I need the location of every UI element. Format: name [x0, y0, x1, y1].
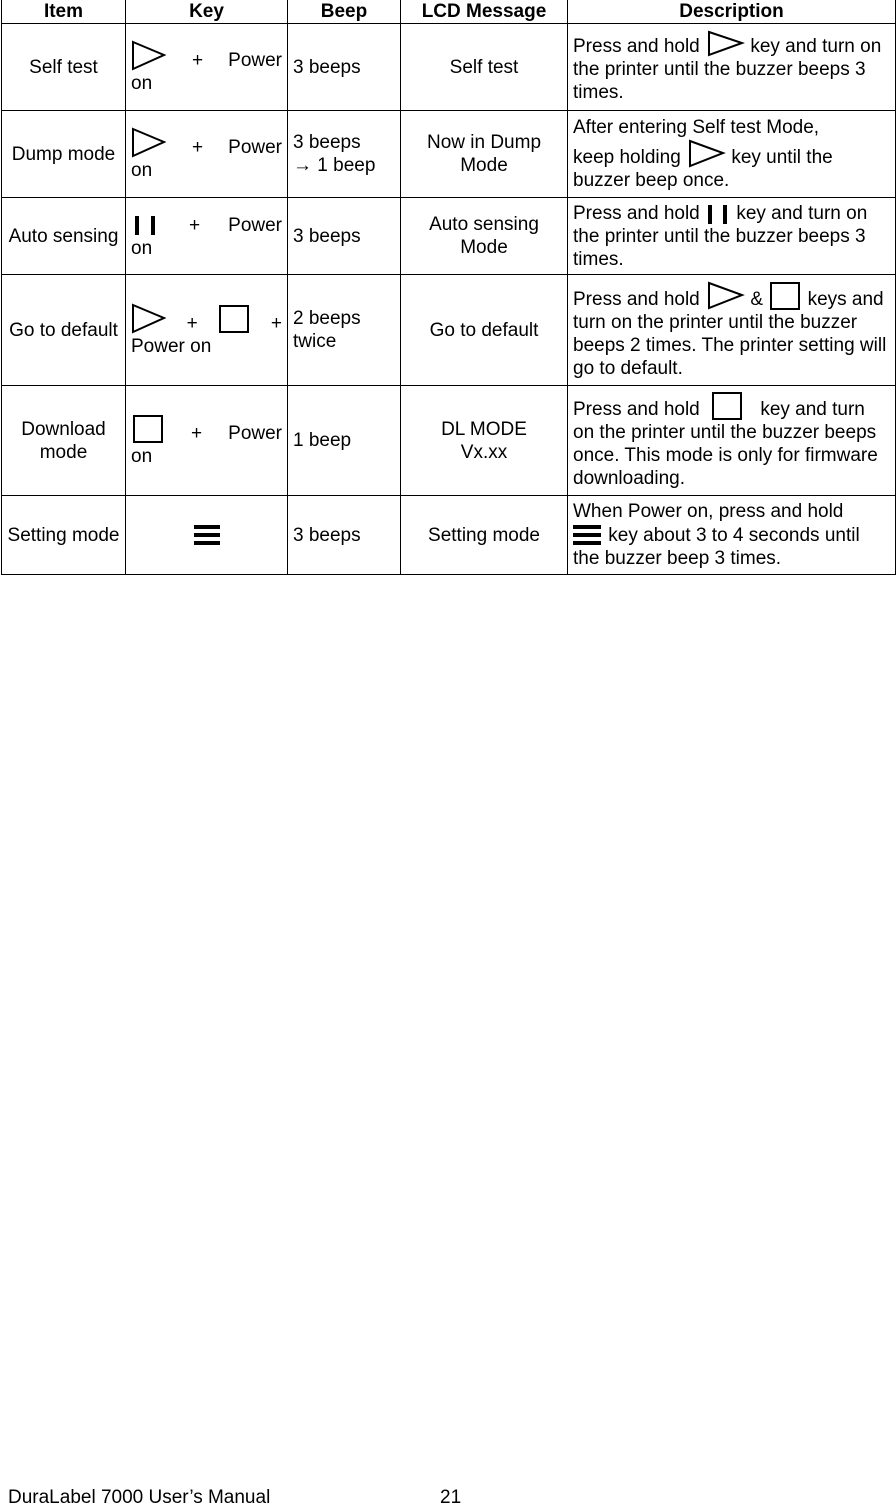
on-label: on: [131, 159, 153, 181]
plus-sign: +: [192, 49, 204, 71]
key-cell: [126, 111, 288, 198]
description-text: key and turn on the printer until the buzzer beeps 3 times.: [573, 202, 868, 270]
pause-key-icon: [705, 203, 731, 225]
header-description: Description: [568, 0, 896, 24]
lcd-text: DL MODE: [441, 418, 527, 440]
item-cell: Dump mode: [2, 111, 126, 198]
stop-key-icon: [768, 281, 802, 311]
description-cell: [568, 24, 896, 111]
beep-cell: 2 beeps twice: [288, 275, 401, 386]
menu-key-icon: [573, 523, 603, 547]
description-cell: [568, 496, 896, 575]
header-lcd-message: LCD Message: [401, 0, 568, 24]
power-label: Power: [228, 49, 282, 71]
lcd-message-cell: [401, 386, 568, 496]
table-row-self-test: [2, 24, 896, 111]
beep-cell: [288, 111, 401, 198]
stop-key-icon: [131, 413, 165, 445]
header-key: Key: [126, 0, 288, 24]
ampersand: &: [750, 288, 763, 310]
description-cell: [568, 386, 896, 496]
key-cell: [126, 198, 288, 275]
plus-sign: +: [186, 312, 198, 334]
page-number: 21: [440, 1487, 462, 1508]
on-label: on: [131, 237, 153, 259]
key-function-table: [1, 0, 896, 575]
power-label: Power: [228, 214, 282, 236]
lcd-message-cell: Auto sensing Mode: [401, 198, 568, 275]
description-cell: [568, 111, 896, 198]
beep-cell: 3 beeps: [288, 198, 401, 275]
key-cell: [126, 24, 288, 111]
plus-sign: +: [270, 312, 282, 334]
lcd-message-cell: Setting mode: [401, 496, 568, 575]
plus-sign: +: [191, 423, 203, 444]
description-text: key and turn on the printer until the buzzer beeps once. This mode is only for firmware downloading.: [573, 399, 878, 489]
item-cell: Auto sensing: [2, 198, 126, 275]
description-text: When Power on, press and hold: [573, 501, 844, 522]
item-cell: Download mode: [2, 386, 126, 496]
key-cell: [126, 496, 288, 575]
table-header-row: [2, 0, 896, 24]
description-text: Press and hold: [573, 399, 700, 420]
stop-key-icon: [705, 391, 755, 421]
power-on-label: Power on: [131, 335, 212, 357]
power-label: Power: [228, 423, 282, 444]
table-row-setting-mode: [2, 496, 896, 575]
table-row-auto-sensing: [2, 198, 896, 275]
description-text: Press and hold: [573, 36, 700, 57]
description-text: Press and hold: [573, 288, 700, 310]
lcd-text: Vx.xx: [460, 441, 508, 463]
play-key-icon: [705, 281, 745, 311]
lcd-message-cell: Go to default: [401, 275, 568, 386]
beep-cell: 3 beeps: [288, 496, 401, 575]
description-text: key about 3 to 4 seconds until the buzzer beep 3 times.: [573, 525, 860, 569]
arrow-icon: →: [293, 155, 312, 176]
pause-key-icon: [131, 213, 161, 237]
beep-cell: 3 beeps: [288, 24, 401, 111]
beep-text: 3 beeps: [293, 132, 361, 153]
play-key-icon: [705, 30, 745, 58]
description-text: key and turn on the printer until the buzzer beeps 3 times.: [573, 36, 882, 103]
description-cell: [568, 198, 896, 275]
menu-key-icon: [192, 522, 222, 548]
table-row-go-to-default: [2, 275, 896, 386]
play-key-icon: [686, 139, 726, 169]
stop-key-icon: [217, 303, 251, 335]
item-cell: Self test: [2, 24, 126, 111]
key-cell: [126, 275, 288, 386]
on-label: on: [131, 446, 153, 467]
plus-sign: +: [189, 214, 201, 236]
description-text: After entering Self test Mode,: [573, 117, 820, 138]
power-label: Power: [228, 136, 282, 158]
table-row-download-mode: [2, 386, 896, 496]
lcd-message-cell: Now in Dump Mode: [401, 111, 568, 198]
on-label: on: [131, 72, 153, 94]
beep-text: 1 beep: [317, 155, 376, 176]
description-text: key until the buzzer beep once.: [573, 147, 833, 191]
play-key-icon: [131, 40, 167, 72]
description-text: keys and turn on the printer until the buzzer beeps 2 times. The printer setting will go to default.: [573, 288, 887, 379]
lcd-message-cell: Self test: [401, 24, 568, 111]
description-text: keep holding: [573, 147, 681, 168]
item-cell: Setting mode: [2, 496, 126, 575]
item-cell: Go to default: [2, 275, 126, 386]
manual-title: DuraLabel 7000 User’s Manual: [8, 1487, 271, 1508]
header-item: Item: [2, 0, 126, 24]
key-cell: [126, 386, 288, 496]
page-footer: [8, 1486, 462, 1509]
table-row-dump-mode: [2, 111, 896, 198]
play-key-icon: [131, 127, 167, 159]
description-text: Press and hold: [573, 202, 700, 224]
play-key-icon: [131, 303, 167, 335]
header-beep: Beep: [288, 0, 401, 24]
plus-sign: +: [192, 136, 204, 158]
description-cell: [568, 275, 896, 386]
beep-cell: 1 beep: [288, 386, 401, 496]
